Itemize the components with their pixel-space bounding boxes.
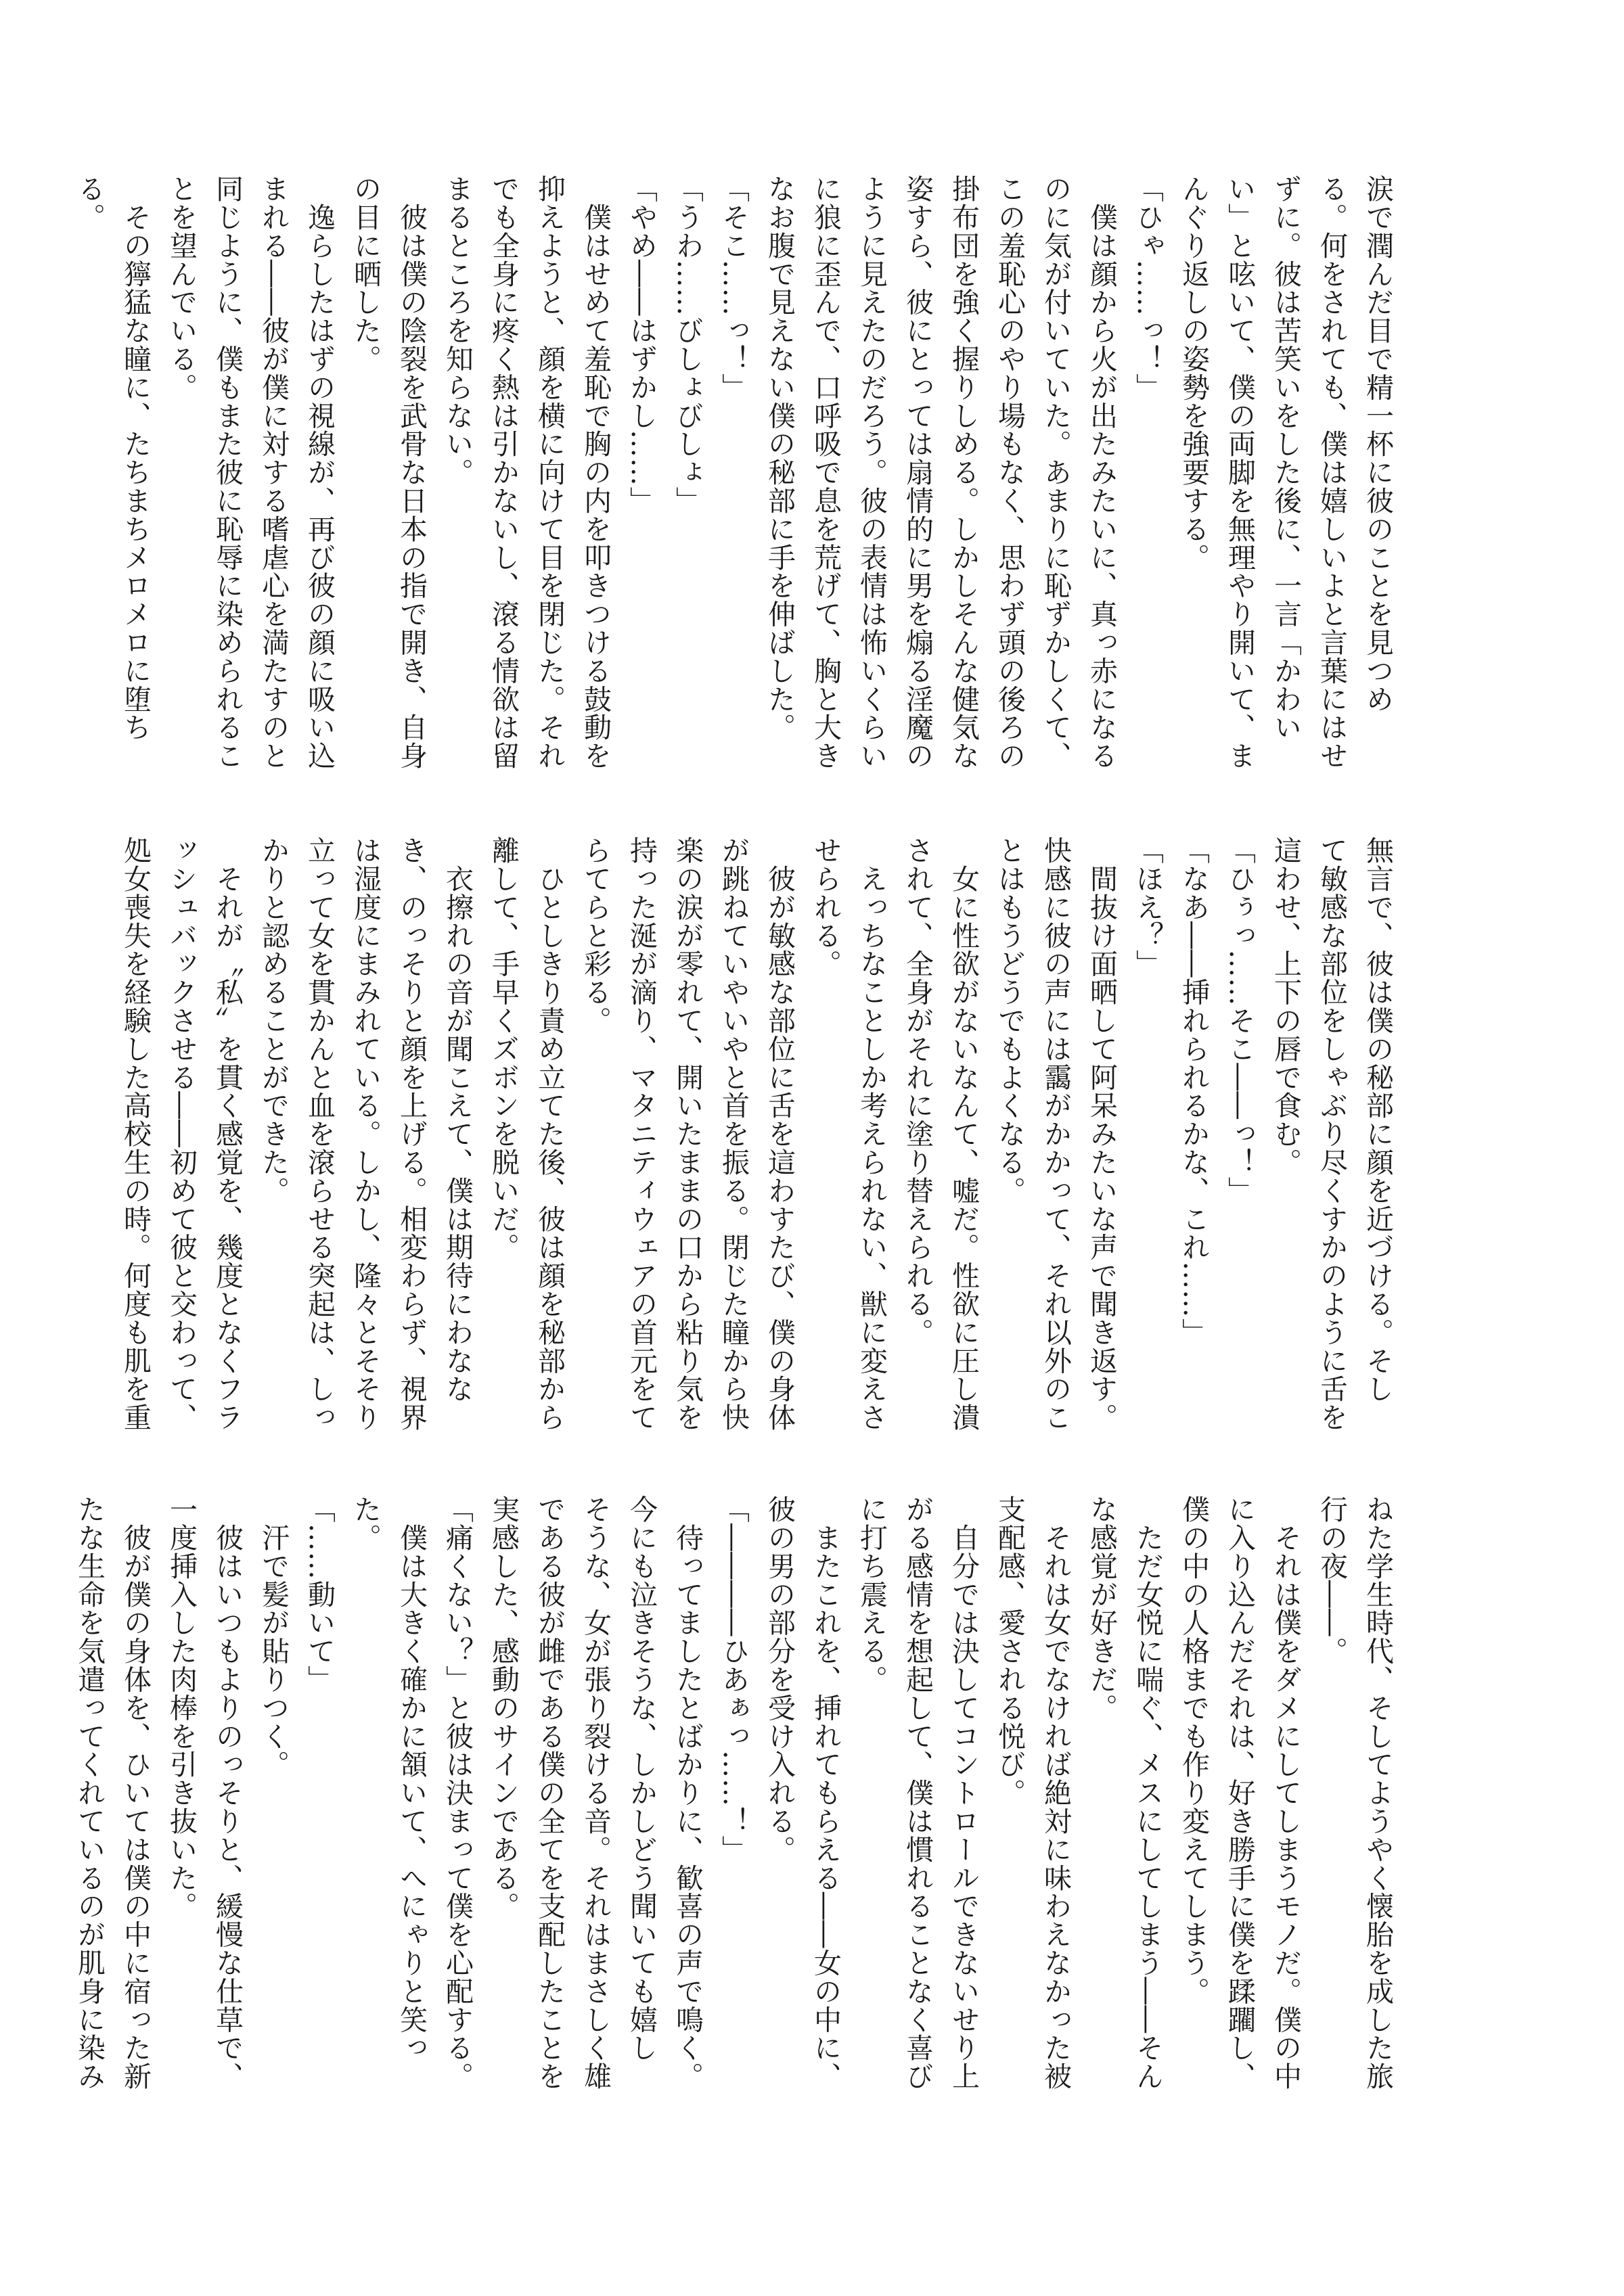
text-line: されて、全身がそれに塗り替えられる。 bbox=[901, 836, 934, 1347]
text-line: 僕の中の人格までも作り変えてしまう。 bbox=[1177, 1495, 1210, 2006]
text-line: 姿すら、彼にとっては扇情的に男を煽る淫魔の bbox=[901, 175, 934, 770]
text-line: 自分では決してコントロールできないせり上 bbox=[947, 1495, 980, 2090]
text-line: 「ひぅっ……そこ――っ！」 bbox=[1223, 836, 1256, 1205]
text-line: る。 bbox=[73, 175, 106, 231]
text-line: でも全身に疼く熱は引かないし、滾る情欲は留 bbox=[487, 175, 520, 770]
text-line: 支配感、愛される悦び。 bbox=[993, 1495, 1026, 1807]
text-line: 彼が僕の身体を、ひいては僕の中に宿った新 bbox=[119, 1495, 152, 2090]
text-line: い」と呟いて、僕の両脚を無理やり開いて、ま bbox=[1223, 175, 1256, 770]
text-line: ッシュバックさせる――初めて彼と交わって、 bbox=[165, 836, 198, 1431]
text-line: またこれを、挿れてもらえる――女の中に、 bbox=[809, 1495, 842, 2090]
text-line: 立って女を貫かんと血を滾らせる突起は、しっ bbox=[303, 836, 336, 1431]
text-line: 間抜け面晒して阿呆みたいな声で聞き返す。 bbox=[1085, 836, 1118, 1431]
text-line: な感覚が好きだ。 bbox=[1085, 1495, 1118, 1722]
text-line: ずに。彼は苦笑いをした後に、一言「かわい bbox=[1269, 175, 1302, 741]
text-line: 一度挿入した肉棒を引き抜いた。 bbox=[165, 1495, 198, 1921]
text-line: らてらと彩る。 bbox=[579, 836, 612, 1035]
text-line: た。 bbox=[349, 1495, 382, 1552]
text-block-top bbox=[73, 175, 1401, 770]
text-line: そうな、女が張り裂ける音。それはまさしく雄 bbox=[579, 1495, 612, 2090]
text-line: 今にも泣きそうな、しかしどう聞いても嬉し bbox=[625, 1495, 658, 2062]
text-line: 汗で髪が貼りつく。 bbox=[257, 1495, 290, 1778]
text-line: その獰猛な瞳に、たちまちメロメロに堕ち bbox=[119, 175, 152, 741]
text-line: とを望んでいる。 bbox=[165, 175, 198, 402]
text-line: 「……動いて」 bbox=[303, 1495, 336, 1694]
text-line: この羞恥心のやり場もなく、思わず頭の後ろの bbox=[993, 175, 1026, 770]
text-line: に入り込んだそれは、好き勝手に僕を蹂躙し、 bbox=[1223, 1495, 1256, 2090]
text-line: が跳ねていやいやと首を振る。閉じた瞳から快 bbox=[717, 836, 750, 1431]
text-line: 涙で潤んだ目で精一杯に彼のことを見つめ bbox=[1361, 175, 1394, 714]
text-line: それは僕をダメにしてしまうモノだ。僕の中 bbox=[1269, 1495, 1302, 2090]
text-line: それは女でなければ絶対に味わえなかった被 bbox=[1039, 1495, 1072, 2090]
text-block-middle bbox=[119, 836, 1401, 1431]
text-line: 「痛くない？」と彼は決まって僕を心配する。 bbox=[441, 1495, 474, 2090]
text-block-bottom bbox=[73, 1495, 1401, 2090]
text-line: 彼はいつもよりのっそりと、緩慢な仕草で、 bbox=[211, 1495, 244, 2090]
text-line: 僕は大きく確かに頷いて、へにゃりと笑っ bbox=[395, 1495, 428, 2062]
text-line: ように見えたのだろう。彼の表情は怖いくらい bbox=[855, 175, 888, 770]
text-line: たな生命を気遣ってくれているのが肌身に染み bbox=[73, 1495, 106, 2090]
text-line: とはもうどうでもよくなる。 bbox=[993, 836, 1026, 1205]
text-line: ねた学生時代、そしてようやく懐胎を成した旅 bbox=[1361, 1495, 1394, 2090]
text-line: 離して、手早くズボンを脱いだ。 bbox=[487, 836, 520, 1262]
text-line: 彼は僕の陰裂を武骨な日本の指で開き、自身 bbox=[395, 175, 428, 770]
text-line: る。何をされても、僕は嬉しいよと言葉にはせ bbox=[1315, 175, 1348, 770]
text-line: に狼に歪んで、口呼吸で息を荒げて、胸と大き bbox=[809, 175, 842, 770]
text-line: 無言で、彼は僕の秘部に顔を近づける。そし bbox=[1361, 836, 1394, 1403]
text-line: て敏感な部位をしゃぶり尽くすかのように舌を bbox=[1315, 836, 1348, 1431]
text-line: の目に晒した。 bbox=[349, 175, 382, 373]
text-line: 同じように、僕もまた彼に恥辱に染められるこ bbox=[211, 175, 244, 770]
text-line: なお腹で見えない僕の秘部に手を伸ばした。 bbox=[763, 175, 796, 741]
text-line: 僕は顔から火が出たみたいに、真っ赤になる bbox=[1085, 175, 1118, 770]
text-line: 僕はせめて羞恥で胸の内を叩きつける鼓動を bbox=[579, 175, 612, 770]
text-line: 楽の涙が零れて、開いたままの口から粘り気を bbox=[671, 836, 704, 1431]
text-line: 抑えようと、顔を横に向けて目を閉じた。それ bbox=[533, 175, 566, 770]
text-line: 女に性欲がないなんて、嘘だ。性欲に圧し潰 bbox=[947, 836, 980, 1431]
text-line: ひとしきり責め立てた後、彼は顔を秘部から bbox=[533, 836, 566, 1431]
text-line: 快感に彼の声には靄がかかって、それ以外のこ bbox=[1039, 836, 1072, 1431]
text-line: は湿度にまみれている。しかし、隆々とそそり bbox=[349, 836, 382, 1431]
text-line: 衣擦れの音が聞こえて、僕は期待にわなな bbox=[441, 836, 474, 1403]
text-line: 彼の男の部分を受け入れる。 bbox=[763, 1495, 796, 1864]
text-line: かりと認めることができた。 bbox=[257, 836, 290, 1205]
text-line: んぐり返しの姿勢を強要する。 bbox=[1177, 175, 1210, 572]
text-line: 「なあ――挿れられるかな、これ……」 bbox=[1177, 836, 1210, 1347]
text-line: 実感した、感動のサインである。 bbox=[487, 1495, 520, 1921]
text-line: ただ女悦に喘ぐ、メスにしてしまう――そん bbox=[1131, 1495, 1164, 2090]
text-line: 彼が敏感な部位に舌を這わすたび、僕の身体 bbox=[763, 836, 796, 1431]
text-line: それが〝私〟を貫く感覚を、幾度となくフラ bbox=[211, 836, 244, 1431]
text-line: 逸らしたはずの視線が、再び彼の顔に吸い込 bbox=[303, 175, 336, 770]
text-line: せられる。 bbox=[809, 836, 842, 978]
text-line: 行の夜――。 bbox=[1315, 1495, 1348, 1666]
text-line: に打ち震える。 bbox=[855, 1495, 888, 1694]
text-line: 持った涎が滴り、マタニティウェアの首元をて bbox=[625, 836, 658, 1431]
text-line: がる感情を想起して、僕は慣れることなく喜び bbox=[901, 1495, 934, 2090]
text-line: き、のっそりと顔を上げる。相変わらず、視界 bbox=[395, 836, 428, 1431]
text-line: 「ほえ？」 bbox=[1131, 836, 1164, 978]
text-line: 処女喪失を経験した高校生の時。何度も肌を重 bbox=[119, 836, 152, 1431]
text-line: 「――――ひあぁっ……！」 bbox=[717, 1495, 750, 1864]
text-line: 掛布団を強く握りしめる。しかしそんな健気な bbox=[947, 175, 980, 770]
text-line: 這わせ、上下の唇で食む。 bbox=[1269, 836, 1302, 1176]
text-line: 「ひゃ……っ！」 bbox=[1131, 175, 1164, 402]
text-line: 「そこ……っ！」 bbox=[717, 175, 750, 402]
text-line: えっちなことしか考えられない、獣に変えさ bbox=[855, 836, 888, 1431]
text-line: 待ってましたとばかりに、歓喜の声で鳴く。 bbox=[671, 1495, 704, 2090]
text-line: まるところを知らない。 bbox=[441, 175, 474, 486]
text-line: 「うわ……びしょびしょ」 bbox=[671, 175, 704, 515]
text-line: のに気が付いていた。あまりに恥ずかしくて、 bbox=[1039, 175, 1072, 770]
text-line: である彼が雌である僕の全てを支配したことを bbox=[533, 1495, 566, 2090]
text-line: 「やめ――はずかし……」 bbox=[625, 175, 658, 515]
text-line: まれる――彼が僕に対する嗜虐心を満たすのと bbox=[257, 175, 290, 770]
